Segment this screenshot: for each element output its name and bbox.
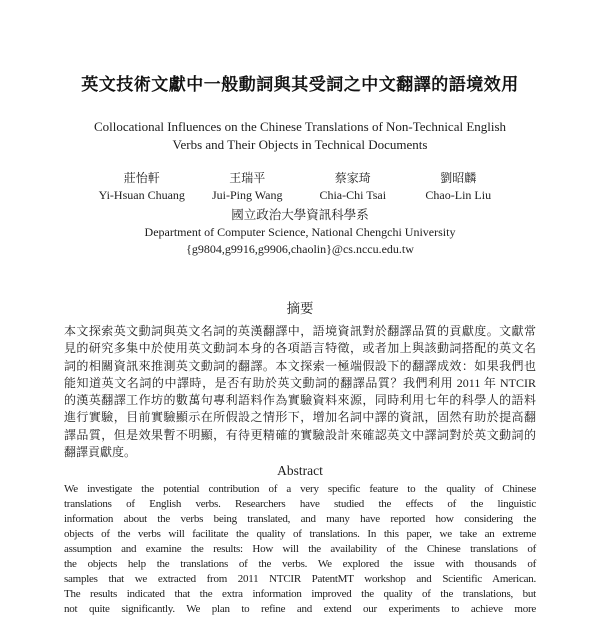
abstract-en-line: The results indicated that the extra information improved the quality of the translations, but: [64, 588, 536, 601]
author-name-en: Jui-Ping Wang: [212, 188, 283, 202]
paper-content: [64, 0, 536, 617]
abstract-en-line: translations of English verbs. Researchers have studied the effects of the linguistic: [64, 498, 536, 511]
author-name-en: Yi-Hsuan Chuang: [98, 188, 185, 202]
abstract-en-line: We investigate the potential contribution of a very specific feature to the quality of Chinese: [64, 483, 536, 496]
author-name-zh: 蔡家琦: [334, 171, 371, 185]
abstract-en-heading: Abstract: [277, 463, 323, 479]
author-name-zh: 劉昭麟: [440, 171, 477, 185]
author-name-zh: 王瑞平: [229, 171, 266, 185]
author-3: [300, 170, 406, 204]
abstract-en-line: assumption and examine the results: How will the availability of the Chinese translations of: [64, 543, 536, 556]
paper-title-zh: 英文技術文獻中一般動詞與其受詞之中文翻譯的語境效用: [81, 75, 519, 94]
abstract-en-line: the objects help the translations of the verbs. We explored the issue with thousands of: [64, 558, 536, 571]
author-4: [406, 170, 512, 204]
affiliation-zh: 國立政治大學資訊科學系: [231, 208, 369, 222]
abstract-en-body: [64, 482, 536, 617]
abstract-en-line: not quite significantly. We plan to refine and extend our experiments to achieve more: [64, 603, 536, 616]
paper-title-en-line2: Verbs and Their Objects in Technical Documents: [172, 137, 428, 152]
abstract-zh-line: 翻譯貢獻度。: [64, 445, 137, 460]
abstract-zh-line: 能知道英文名詞的中譯時，是否有助於英文動詞的翻譯品質？我們利用 2011 年 NTCIR: [64, 375, 536, 390]
abstract-en-line: information about the verbs being translated, and many have reported how considering the: [64, 513, 536, 526]
author-list: [64, 170, 536, 204]
abstract-en-line: samples that we extracted from 2011 NTCIR PatentMT workshop and Scientific American.: [64, 573, 536, 586]
paper-title-en-line1: Collocational Influences on the Chinese Translations of Non-Technical English: [93, 119, 507, 134]
affiliation-en: Department of Computer Science, National Chengchi University: [144, 225, 456, 239]
paper-title-en: [64, 118, 536, 154]
author-name-en: Chia-Chi Tsai: [319, 188, 387, 202]
abstract-zh-line: 見的研究多集中於使用英文動詞本身的各項語言特徵，或者加上與該動詞搭配的英文名: [64, 341, 536, 356]
email-line: {g9804,g9916,g9906,chaolin}@cs.nccu.edu.tw: [186, 242, 414, 256]
author-name-zh: 莊怡軒: [123, 171, 160, 185]
abstract-zh-line: 詞的相關資訊來推測英文動詞的翻譯。本文探索一極端假設下的翻譯成效：如果我們也: [64, 358, 536, 373]
abstract-zh-body: [64, 323, 536, 461]
abstract-zh-line: 的漢英翻譯工作坊的數萬句專利語料作為實驗資料來源，同時利用七年的科學人的語料: [64, 393, 536, 408]
abstract-zh-heading: 摘要: [286, 301, 314, 316]
author-name-en: Chao-Lin Liu: [425, 188, 492, 202]
author-2: [195, 170, 301, 204]
abstract-zh-line: 進行實驗，目前實驗顯示在所假設之情形下，增加名詞中譯的資訊，固然有助於提高翻: [64, 410, 536, 425]
author-1: [89, 170, 195, 204]
abstract-zh-line: 譯品質，但是效果暫不明顯，有待更精確的實驗設計來確認英文中譯詞對於英文動詞的: [64, 427, 536, 442]
abstract-en-line: objects of the verbs will facilitate the quality of translations. In this paper, we take an extreme: [64, 528, 536, 541]
abstract-zh-line: 本文探索英文動詞與英文名詞的英漢翻譯中，語境資訊對於翻譯品質的貢獻度。文獻常: [64, 324, 536, 338]
